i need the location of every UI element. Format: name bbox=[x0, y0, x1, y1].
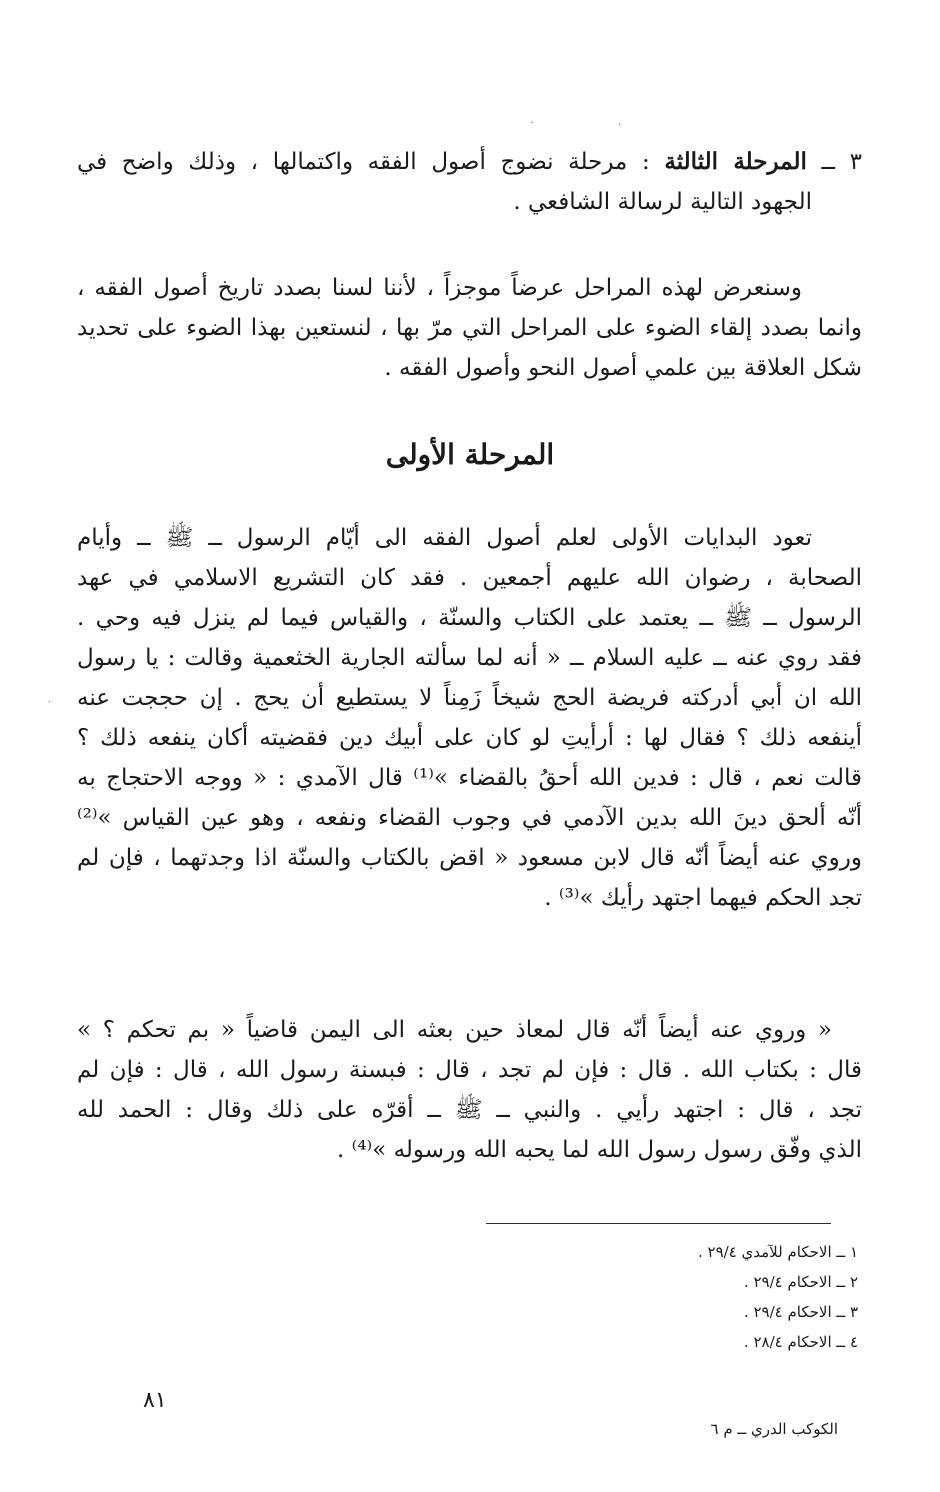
footnote: ٤ ــ الاحكام ٢٨/٤ . bbox=[743, 1333, 858, 1351]
intro-line: وسنعرض لهذه المراحل عرضاً موجزاً ، لأننا لسنا بصدد تاريخ أصول الفقه ، bbox=[77, 275, 802, 301]
page-number: ٨١ bbox=[143, 1388, 167, 1413]
paragraph-line: الصحابة ، رضوان الله عليهم أجمعين . فقد كان التشريع الاسلامي في عهد bbox=[77, 565, 862, 591]
paragraph-line: تجد الحكم فيهما اجتهد رأيك »⁽³⁾ . bbox=[544, 885, 862, 911]
footnote-divider bbox=[486, 1223, 831, 1224]
paragraph-line: فقد روي عنه ــ عليه السلام ــ « أنه لما سألته الجارية الخثعمية وقالت : يا رسول bbox=[77, 645, 862, 671]
paragraph-line: قال : بكتاب الله . قال : فإن لم تجد ، قال : فبسنة رسول الله ، قال : فإن لم bbox=[77, 1057, 862, 1083]
section-3-line-1 bbox=[77, 142, 862, 182]
footnote: ١ ــ الاحكام للآمدي ٢٩/٤ . bbox=[697, 1243, 858, 1261]
paragraph-line: وروي عنه أيضاً أنّه قال لابن مسعود « اقض بالكتاب والسنّة اذا وجدتهما ، فإن لم bbox=[77, 845, 862, 871]
paragraph-line: أينفعه ذلك ؟ فقال لها : أرأيتِ لو كان على أبيك دين فقضيته أكان ينفعه ذلك ؟ bbox=[77, 725, 862, 751]
paragraph-line: « وروي عنه أيضاً أنّه قال لمعاذ حين بعثه الى اليمن قاضياً « بم تحكم ؟ » bbox=[77, 1017, 832, 1043]
intro-paragraph bbox=[77, 268, 862, 388]
intro-line: شكل العلاقة بين علمي أصول النحو وأصول الفقه . bbox=[384, 355, 862, 381]
footnote: ٢ ــ الاحكام ٢٩/٤ . bbox=[743, 1273, 858, 1291]
section-3-line-2: الجهود التالية لرسالة الشافعي . bbox=[513, 189, 812, 215]
paragraph-line: قالت نعم ، قال : فدين الله أحقُ بالقضاء »⁽¹⁾ قال الآمدي : « ووجه الاحتجاج به bbox=[77, 765, 863, 791]
section-3-text: : مرحلة نضوج أصول الفقه واكتمالها ، وذلك واضح في bbox=[77, 149, 650, 175]
footnote: ٣ ــ الاحكام ٢٩/٤ . bbox=[743, 1303, 858, 1321]
section-3-item bbox=[77, 142, 862, 222]
section-3-number: ٣ bbox=[849, 149, 863, 175]
scan-speck: · bbox=[530, 118, 534, 129]
scan-speck: · bbox=[618, 120, 622, 131]
paragraph-line: تجد ، قال : اجتهد رأيي . والنبي ــ ﷺ ــ أقرّه على ذلك وقال : الحمد لله bbox=[77, 1097, 862, 1123]
section-3-dash: ــ bbox=[821, 149, 836, 175]
paragraph-line: تعود البدايات الأولى لعلم أصول الفقه الى أيّام الرسول ــ ﷺ ــ وأيام bbox=[77, 525, 812, 551]
paragraph-line: الرسول ــ ﷺ ــ يعتمد على الكتاب والسنّة ، والقياس فيما لم ينزل فيه وحي . bbox=[77, 605, 862, 631]
paragraph-line: الله ان أبي أدركته فريضة الحج شيخاً زَمِناً لا يستطيع أن يحج . إن حججت عنه bbox=[77, 685, 862, 711]
paragraph-line: أنّه ألحق دينَ الله بدين الآدمي في وجوب القضاء ونفعه ، وهو عين القياس »⁽²⁾ bbox=[77, 805, 862, 831]
main-paragraph-1 bbox=[77, 518, 862, 918]
main-paragraph-2 bbox=[77, 1010, 862, 1170]
section-heading: المرحلة الأولى bbox=[385, 438, 555, 471]
paragraph-line: الذي وفّق رسول رسول الله لما يحبه الله ورسوله »⁽⁴⁾ . bbox=[337, 1137, 862, 1163]
intro-line: وانما بصدد إلقاء الضوء على المراحل التي مرّ بها ، لنستعين بهذا الضوء على تحديد bbox=[77, 315, 862, 341]
section-3-title: المرحلة الثالثة bbox=[664, 148, 807, 175]
printer-signature: الكوكب الدري ــ م ٦ bbox=[710, 1420, 838, 1438]
scan-speck: ˏ bbox=[48, 692, 52, 703]
